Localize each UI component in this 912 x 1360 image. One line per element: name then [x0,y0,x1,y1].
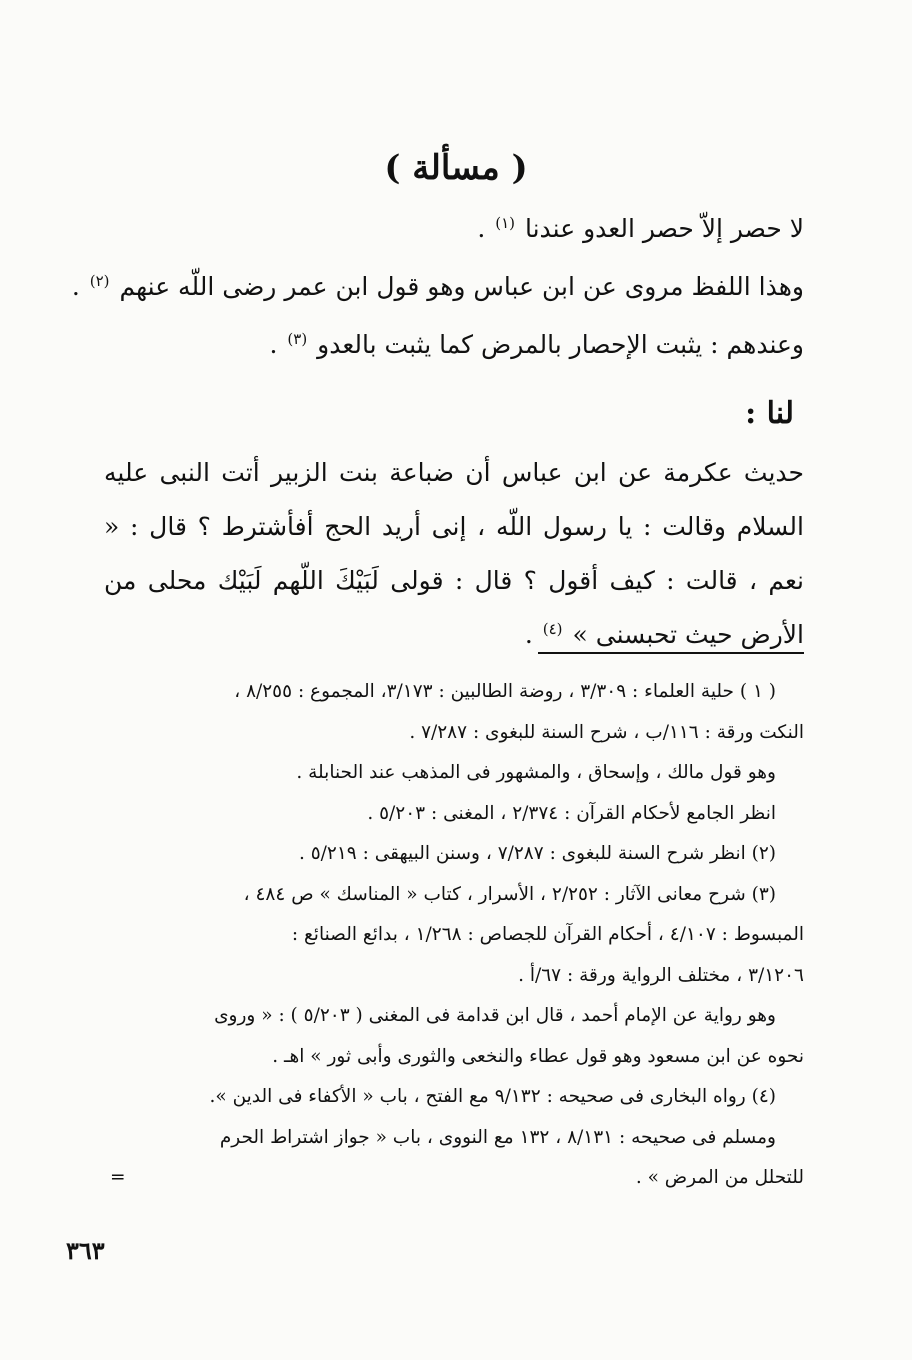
section-title: ( مسألة ) [384,148,528,188]
text-line-2: وهذا اللفظ مروى عن ابن عباس وهو قول ابن عمر رضى اللّه عنهم $^{(٢)}$ . [71,271,804,301]
footnote-ref-2: (٢) [89,271,110,290]
footnote-line: ٣/١٢٠٦ ، مختلف الرواية ورقة : ٦٧/أ . [518,964,804,986]
footnote-ref-1: (١) [495,213,516,232]
footnote-line: المبسوط : ٤/١٠٧ ، أحكام القرآن للجصاص : ١/٢٦٨ ، بدائع الصنائع : [291,924,804,945]
footnote-line: ( ١ ) حلية العلماء : ٣/٣٠٩ ، روضة الطالبين : ٣/١٧٣، المجموع : ٨/٢٥٥ ، [234,681,776,702]
footnote-line: انظر الجامع لأحكام القرآن : ٢/٣٧٤ ، المغنى : ٥/٢٠٣ . [367,802,776,824]
subheading-lana: لنا : [745,396,794,431]
text-line-1: لا حصر إلاّ حصر العدو عندنا $^{(١)}$ . [477,213,804,243]
footnote-line: للتحلل من المرض » . = [110,1167,804,1188]
footnote-line: نحوه عن ابن مسعود وهو قول عطاء والنخعى والثورى وأبى ثور » اهـ . [272,1045,804,1067]
text-line-3: وعندهم : يثبت الإحصار بالمرض كما يثبت بالعدو $^{(٣)}$ . [269,329,804,359]
page-number: ٣٦٣ [66,1236,105,1265]
footnote-line: النكت ورقة : ١١٦/ب ، شرح السنة للبغوى : ٧/٢٨٧ . [409,721,804,743]
footnote-ref-3: (٣) [287,329,308,348]
hadith-paragraph: حديث عكرمة عن ابن عباس أن ضباعة بنت الزبير أتت النبى عليه السلام وقالت : يا رسول اللّه ، إنى أريد الحج أفأشترط ؟ قال : « نعم ، قالت : كيف أقول ؟ قال : قولى لَبَيْكَ اللّهم لَبَيْك محلى من الأرض حيث تحبسنى » $^{(٤)}$ . [104,458,804,649]
footnote-divider [538,652,804,654]
footnote-line: وهو قول مالك ، وإسحاق ، والمشهور فى المذهب عند الحنابلة . [296,762,776,783]
footnote-line: وهو رواية عن الإمام أحمد ، قال ابن قدامة فى المغنى ( ٥/٢٠٣ ) : « وروى [214,1005,776,1026]
footnote-line: (٢) انظر شرح السنة للبغوى : ٧/٢٨٧ ، وسنن البيهقى : ٥/٢١٩ . [298,843,776,864]
footnote-line: ومسلم فى صحيحه : ٨/١٣١ ، ١٣٢ مع النووى ، باب « جواز اشتراط الحرم [219,1126,776,1148]
footnote-ref-4: (٤) [542,619,563,638]
footnote-line: (٣) شرح معانى الآثار : ٢/٢٥٢ ، الأسرار ، كتاب « المناسك » ص ٤٨٤ ، [243,883,776,905]
footnote-line: (٤) رواه البخارى فى صحيحه : ٩/١٣٢ مع الفتح ، باب « الأكفاء فى الدين ». [209,1086,776,1107]
footnotes [104,672,804,1199]
